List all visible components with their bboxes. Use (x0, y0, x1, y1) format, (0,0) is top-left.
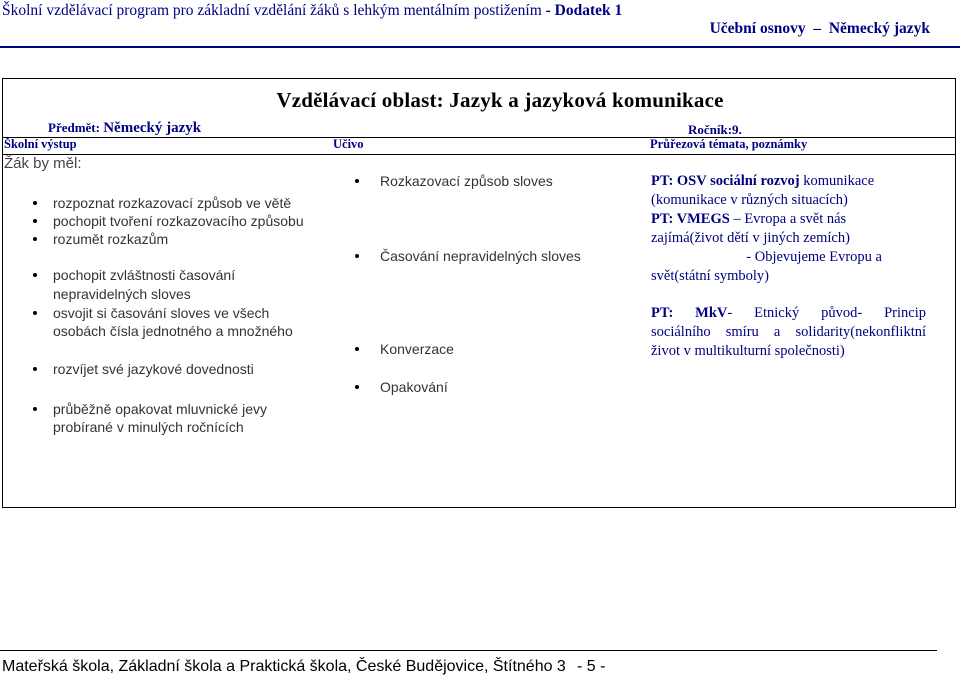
theme-line: zajímá(život dětí v jiných zemích) (651, 230, 850, 246)
theme-line: - Objevujeme Evropu a (746, 249, 882, 265)
page-header (0, 0, 960, 46)
bullet-icon (355, 385, 359, 389)
outcome-item: pochopit zvláštnosti časování (53, 266, 235, 284)
outcome-item-continuation: osobách čísla jednotného a množného (53, 323, 293, 339)
subject-value: Německý jazyk (103, 120, 202, 136)
theme-line: PT: VMEGS – Evropa a svět nás (651, 211, 847, 227)
curriculum-item: Rozkazovací způsob sloves (380, 172, 553, 190)
subject-label: Předmět: (48, 120, 104, 135)
curriculum-item: Konverzace (380, 340, 454, 358)
column-header-curriculum: Učivo (333, 137, 364, 151)
footer-text: Mateřská škola, Základní škola a Praktická škola, České Budějovice, Štítného 3 (2, 658, 566, 675)
header-program: Školní vzdělávací program pro základní vzdělání žáků s lehkým mentálním postižením (2, 2, 542, 19)
header-addendum: - Dodatek 1 (541, 2, 623, 19)
header-divider (0, 46, 960, 48)
subject-line (48, 120, 201, 137)
footer-divider (0, 650, 937, 651)
bullet-icon (33, 219, 37, 223)
theme-line: PT: OSV sociální rozvoj komunikace (651, 173, 875, 189)
outcome-item: průběžně opakovat mluvnické jevy (53, 400, 267, 418)
curriculum-item: Časování nepravidelných sloves (380, 247, 581, 265)
pupil-intro: Žák by měl: (4, 155, 82, 172)
header-syllabus: Učební osnovy (709, 20, 806, 37)
outcome-item: rozvíjet své jazykové dovednosti (53, 360, 254, 378)
bullet-icon (355, 347, 359, 351)
header-section (710, 20, 930, 38)
curriculum-item: Opakování (380, 378, 448, 396)
outcome-item: rozumět rozkazům (53, 230, 168, 248)
bullet-icon (33, 367, 37, 371)
outcome-item: pochopit tvoření rozkazovacího způsobu (53, 212, 304, 230)
bullet-icon (33, 273, 37, 277)
bullet-icon (33, 237, 37, 241)
bullet-icon (33, 201, 37, 205)
theme-line: PT: MkV- Etnický původ- Princip (651, 305, 926, 321)
header-title (2, 2, 622, 20)
column-header-themes: Průřezová témata, poznámky (650, 137, 808, 151)
outcome-item-continuation: probírané v minulých ročnících (53, 419, 244, 435)
outcome-item: rozpoznat rozkazovací způsob ve větě (53, 194, 291, 212)
theme-line: sociálního smíru a solidarity(nekonfliktní (651, 324, 926, 340)
page-number: - 5 - (577, 658, 606, 675)
theme-line: život v multikulturní společnosti) (651, 343, 845, 359)
bullet-icon (355, 254, 359, 258)
area-title: Vzdělávací oblast: Jazyk a jazyková komunikace (276, 88, 724, 112)
theme-line: (komunikace v různých situacích) (651, 192, 848, 208)
cross-curricular-themes (651, 172, 926, 361)
theme-line: svět(státní symboly) (651, 268, 770, 284)
grade-label: Ročník:9. (688, 122, 742, 137)
outcome-item: osvojit si časování sloves ve všech (53, 304, 269, 322)
column-header-outcome: Školní výstup (4, 137, 77, 151)
bullet-icon (33, 407, 37, 411)
header-subject: – Německý jazyk (805, 20, 930, 37)
table-header-bottom-rule (2, 154, 956, 155)
table-header-top-rule (2, 137, 956, 138)
outcome-item-continuation: nepravidelných sloves (53, 286, 191, 302)
bullet-icon (33, 311, 37, 315)
bullet-icon (355, 179, 359, 183)
